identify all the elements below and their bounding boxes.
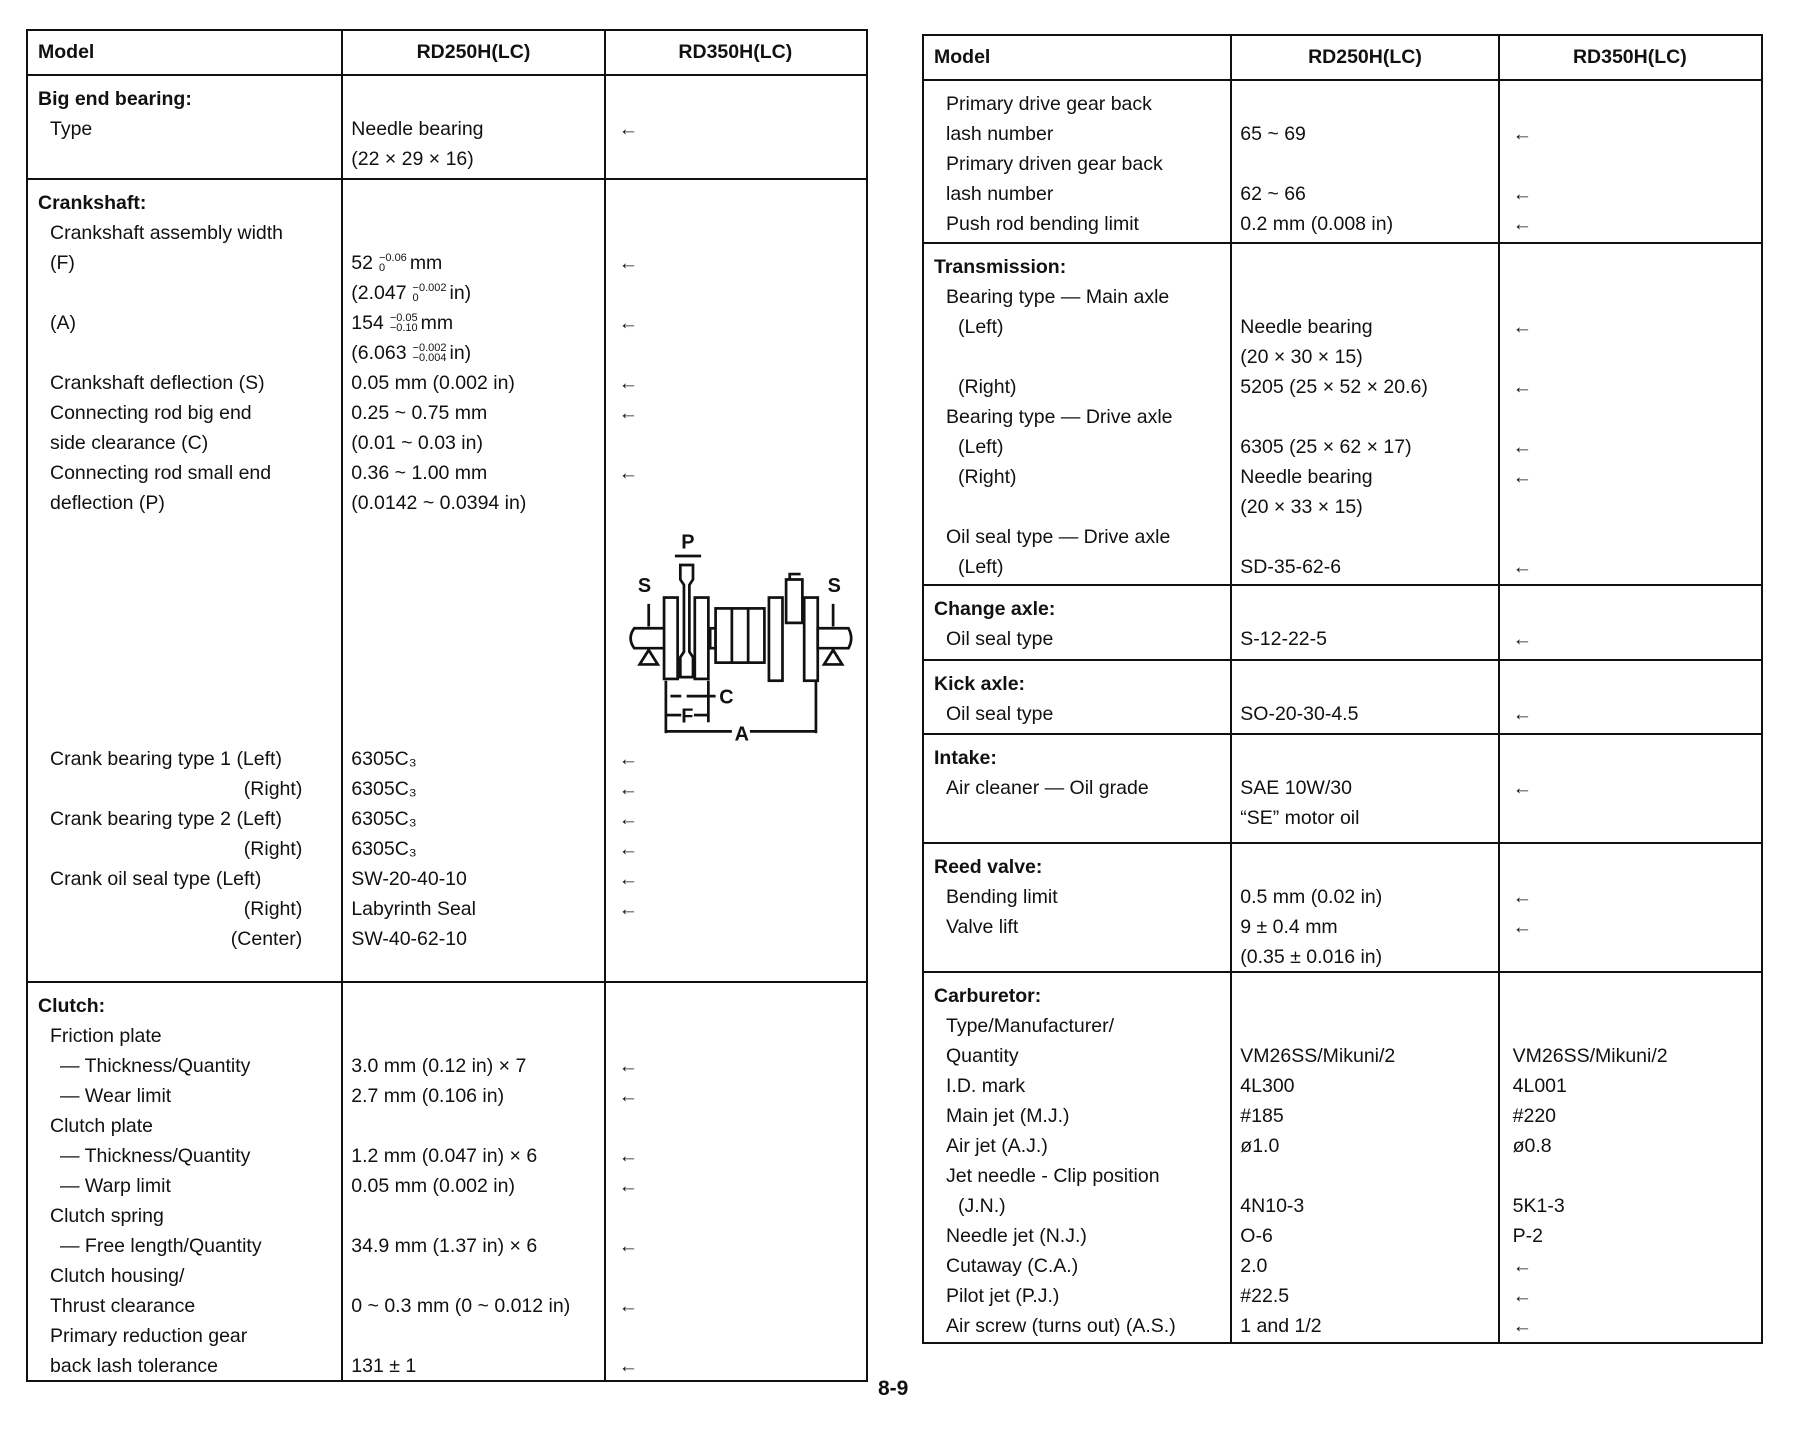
rd250-value: (0.35 ± 0.016 in) (1240, 945, 1383, 968)
table-row (924, 942, 1761, 972)
table-row (28, 338, 866, 368)
row-label: — Thickness/Quantity (60, 1054, 251, 1077)
rd250-value: 0.25 ~ 0.75 mm (351, 401, 488, 424)
row-label: Connecting rod big end (50, 401, 252, 424)
table-row (28, 834, 866, 864)
same-as-arrow: ← (1512, 627, 1533, 650)
rd250-value: #22.5 (1240, 1284, 1290, 1307)
tolerance-base: 52 (351, 251, 373, 274)
column-divider (1498, 36, 1500, 1342)
table-row (924, 462, 1761, 492)
row-label: Air cleaner — Oil grade (946, 776, 1149, 799)
table-body (28, 76, 866, 1383)
rd250-value: (0.01 ~ 0.03 in) (351, 431, 483, 454)
rd350-value: ø0.8 (1512, 1134, 1552, 1157)
table-row (924, 552, 1761, 582)
table-row (28, 458, 866, 488)
rd250-value: 6305 (25 × 62 × 17) (1240, 435, 1412, 458)
tolerance-upper: −0.002 (412, 342, 447, 355)
tolerance-range (390, 313, 418, 333)
same-as-arrow: ← (618, 777, 639, 800)
table-row (924, 882, 1761, 912)
rd250-value: Labyrinth Seal (351, 897, 476, 920)
row-label: (Right) (958, 375, 1017, 398)
row-label: (Right) (243, 837, 303, 860)
table-row (924, 852, 1761, 882)
row-label: Primary drive gear back (946, 92, 1152, 115)
row-label: (Left) (958, 435, 1004, 458)
same-as-arrow: ← (1512, 702, 1533, 725)
same-as-arrow: ← (618, 1054, 639, 1077)
row-label: — Thickness/Quantity (60, 1144, 251, 1167)
same-as-arrow: ← (1512, 465, 1533, 488)
table-row (28, 84, 866, 114)
table-row (28, 804, 866, 834)
table-row (28, 188, 866, 218)
rd250-value: #185 (1240, 1104, 1284, 1127)
rd250-value: 0 ~ 0.3 mm (0 ~ 0.012 in) (351, 1294, 571, 1317)
table-row (924, 1071, 1761, 1101)
tolerance-unit: in) (449, 281, 472, 304)
rd250-value: 34.9 mm (1.37 in) × 6 (351, 1234, 538, 1257)
header-rd250: RD250H(LC) (416, 41, 531, 63)
same-as-arrow: ← (618, 461, 639, 484)
label-s-left: S (637, 575, 652, 598)
same-as-arrow: ← (1512, 182, 1533, 205)
rd250-value: (20 × 30 × 15) (1240, 345, 1363, 368)
row-label: — Wear limit (60, 1084, 172, 1107)
table-row (924, 669, 1761, 699)
page-number: 8-9 (878, 1377, 909, 1400)
same-as-arrow: ← (618, 1294, 639, 1317)
table-row (924, 1161, 1761, 1191)
table-row (924, 209, 1761, 239)
row-label: Bearing type — Drive axle (946, 405, 1173, 428)
rd250-value: 62 ~ 66 (1240, 182, 1306, 205)
tolerance-upper: −0.06 (378, 252, 407, 265)
same-as-arrow: ← (618, 251, 639, 274)
section-reed-valve (924, 844, 1761, 973)
row-label: Air screw (turns out) (A.S.) (946, 1314, 1176, 1337)
table-row (28, 744, 866, 774)
table-row (924, 1131, 1761, 1161)
tolerance-range (379, 253, 407, 273)
row-label: (Right) (958, 465, 1017, 488)
row-label: Valve lift (946, 915, 1019, 938)
row-label: Quantity (946, 1044, 1019, 1067)
section-clutch (28, 983, 866, 1383)
table-body (924, 81, 1761, 1345)
table-row (924, 492, 1761, 522)
tolerance-unit: mm (409, 251, 443, 274)
table-row (28, 1111, 866, 1141)
rd250-value: 1 and 1/2 (1240, 1314, 1322, 1337)
table-row (28, 1351, 866, 1381)
table-row (924, 803, 1761, 833)
table-row (28, 894, 866, 924)
label-p: P (681, 531, 695, 554)
tolerance-base: (6.063 (351, 341, 407, 364)
table-row (924, 312, 1761, 342)
row-label: Push rod bending limit (946, 212, 1139, 235)
row-label: (Left) (958, 315, 1004, 338)
same-as-arrow: ← (618, 371, 639, 394)
same-as-arrow: ← (1512, 915, 1533, 938)
rd250-value: Needle bearing (351, 117, 484, 140)
row-label: Primary driven gear back (946, 152, 1163, 175)
table-row (924, 1101, 1761, 1131)
rd250-value: 2.0 (1240, 1254, 1268, 1277)
rd250-value: VM26SS/Mikuni/2 (1240, 1044, 1396, 1067)
section-change-axle (924, 586, 1761, 661)
tolerance-base: (2.047 (351, 281, 407, 304)
row-label: Crankshaft deflection (S) (50, 371, 265, 394)
row-label: Pilot jet (P.J.) (946, 1284, 1060, 1307)
table-header (28, 31, 866, 76)
row-label: Type/Manufacturer/ (946, 1014, 1114, 1037)
same-as-arrow: ← (1512, 1284, 1533, 1307)
row-label: Transmission: (934, 255, 1067, 278)
section-transmission (924, 244, 1761, 586)
rd250-value: SO-20-30-4.5 (1240, 702, 1359, 725)
rd250-value: 2.7 mm (0.106 in) (351, 1084, 505, 1107)
table-row (28, 398, 866, 428)
rd250-value: “SE” motor oil (1240, 806, 1360, 829)
row-label: Crankshaft: (38, 191, 147, 214)
same-as-arrow: ← (618, 1144, 639, 1167)
row-label: Crank bearing type 1 (Left) (50, 747, 282, 770)
rd250-value: 6305C₃ (351, 747, 417, 770)
tolerance-lower: −0.004 (412, 352, 447, 365)
rd250-value: S-12-22-5 (1240, 627, 1327, 650)
section-intake (924, 735, 1761, 844)
rd250-value: 65 ~ 69 (1240, 122, 1306, 145)
rd250-value: Needle bearing (1240, 315, 1373, 338)
section-kick-axle (924, 661, 1761, 735)
tolerance-upper: −0.002 (412, 282, 447, 295)
row-label: Crankshaft assembly width (50, 221, 284, 244)
table-row (28, 1201, 866, 1231)
rd350-value: P-2 (1512, 1224, 1543, 1247)
tolerance-lower: 0 (378, 262, 386, 275)
same-as-arrow: ← (618, 1234, 639, 1257)
rd250-value: SAE 10W/30 (1240, 776, 1352, 799)
header-rd350: RD350H(LC) (678, 41, 793, 63)
table-row (924, 522, 1761, 552)
section-big-end-bearing (28, 76, 866, 180)
table-row (924, 1041, 1761, 1071)
table-row (28, 1051, 866, 1081)
rd250-value: 0.05 mm (0.002 in) (351, 371, 515, 394)
row-label: Needle jet (N.J.) (946, 1224, 1087, 1247)
table-row (924, 1011, 1761, 1041)
rd250-tolerance-value (342, 282, 604, 305)
row-label: Big end bearing: (38, 87, 192, 110)
table-row (924, 1281, 1761, 1311)
table-row (28, 1021, 866, 1051)
row-label: Change axle: (934, 597, 1056, 620)
crankshaft-diagram (28, 518, 866, 744)
row-label: deflection (P) (50, 491, 165, 514)
same-as-arrow: ← (1512, 122, 1533, 145)
same-as-arrow: ← (1512, 212, 1533, 235)
same-as-arrow: ← (1512, 776, 1533, 799)
row-label: Jet needle - Clip position (946, 1164, 1160, 1187)
table-row (28, 218, 866, 248)
table-row (28, 774, 866, 804)
row-label: — Free length/Quantity (60, 1234, 262, 1257)
table-row (924, 1221, 1761, 1251)
same-as-arrow: ← (618, 837, 639, 860)
label-s-right: S (827, 575, 841, 598)
table-row (924, 282, 1761, 312)
row-label: Thrust clearance (50, 1294, 196, 1317)
row-label: (Right) (243, 777, 303, 800)
table-row (924, 912, 1761, 942)
table-row (924, 1251, 1761, 1281)
row-label: (A) (50, 311, 76, 334)
same-as-arrow: ← (618, 1084, 639, 1107)
row-label: Oil seal type — Drive axle (946, 525, 1171, 548)
row-label: side clearance (C) (50, 431, 209, 454)
rd250-value: 6305C₃ (351, 807, 417, 830)
header-rd250: RD250H(LC) (1308, 46, 1422, 68)
rd250-value: (20 × 33 × 15) (1240, 495, 1363, 518)
rd250-tolerance-value (342, 252, 604, 275)
tolerance-range (413, 343, 447, 363)
same-as-arrow: ← (1512, 885, 1533, 908)
row-label: Intake: (934, 746, 997, 769)
rd250-value: 9 ± 0.4 mm (1240, 915, 1338, 938)
rd250-value: O-6 (1240, 1224, 1273, 1247)
same-as-arrow: ← (618, 747, 639, 770)
tolerance-range (413, 283, 447, 303)
row-label: (F) (50, 251, 75, 274)
table-row (924, 89, 1761, 119)
table-row (924, 252, 1761, 282)
rd250-value: 0.5 mm (0.02 in) (1240, 885, 1383, 908)
row-label: Primary reduction gear (50, 1324, 248, 1347)
table-row (28, 864, 866, 894)
same-as-arrow: ← (618, 807, 639, 830)
label-a: A (734, 723, 749, 744)
table-row (28, 248, 866, 278)
same-as-arrow: ← (1512, 1254, 1533, 1277)
header-rd350: RD350H(LC) (1572, 46, 1687, 68)
table-row (924, 594, 1761, 624)
same-as-arrow: ← (618, 1354, 639, 1377)
tolerance-lower: −0.10 (389, 322, 418, 335)
row-label: Carburetor: (934, 984, 1042, 1007)
table-row (924, 624, 1761, 654)
rd350-value: 4L001 (1512, 1074, 1567, 1097)
rd250-value: 0.05 mm (0.002 in) (351, 1174, 515, 1197)
rd250-value: 5205 (25 × 52 × 20.6) (1240, 375, 1428, 398)
table-row (28, 278, 866, 308)
table-row (28, 1081, 866, 1111)
row-label: Air jet (A.J.) (946, 1134, 1048, 1157)
rd250-value: 6305C₃ (351, 837, 417, 860)
row-label: lash number (946, 122, 1054, 145)
rd250-value: 3.0 mm (0.12 in) × 7 (351, 1054, 527, 1077)
rd250-value: 6305C₃ (351, 777, 417, 800)
table-row (924, 1191, 1761, 1221)
rd250-value: 4L300 (1240, 1074, 1295, 1097)
table-row (924, 372, 1761, 402)
same-as-arrow: ← (618, 311, 639, 334)
left-spec-table (26, 29, 868, 1382)
row-label: Bearing type — Main axle (946, 285, 1170, 308)
table-row (924, 773, 1761, 803)
rd250-value: SW-20-40-10 (351, 867, 467, 890)
tolerance-lower: 0 (412, 292, 419, 305)
header-model: Model (38, 41, 95, 63)
column-divider (1230, 36, 1232, 1342)
table-row (28, 428, 866, 458)
label-c: C (719, 686, 734, 709)
row-label: Connecting rod small end (50, 461, 272, 484)
row-label: Kick axle: (934, 672, 1026, 695)
table-row (28, 1291, 866, 1321)
crankshaft-drawing (631, 556, 852, 733)
same-as-arrow: ← (1512, 315, 1533, 338)
rd350-value: #220 (1512, 1104, 1557, 1127)
tolerance-unit: mm (420, 311, 454, 334)
table-row (924, 179, 1761, 209)
table-row (924, 149, 1761, 179)
table-row (28, 1171, 866, 1201)
rd250-value: 4N10-3 (1240, 1194, 1305, 1217)
row-label: Reed valve: (934, 855, 1043, 878)
row-label: I.D. mark (946, 1074, 1026, 1097)
table-row (28, 991, 866, 1021)
rd250-value: 0.2 mm (0.008 in) (1240, 212, 1394, 235)
table-row (924, 432, 1761, 462)
same-as-arrow: ← (618, 897, 639, 920)
table-row (924, 1311, 1761, 1341)
table-row (28, 114, 866, 144)
tolerance-upper: −0.05 (389, 312, 418, 325)
table-row (28, 1261, 866, 1291)
table-row (28, 144, 866, 174)
row-label: lash number (946, 182, 1054, 205)
row-label: — Warp limit (60, 1174, 171, 1197)
table-row (28, 308, 866, 338)
same-as-arrow: ← (1512, 375, 1533, 398)
rd250-value: ø1.0 (1240, 1134, 1280, 1157)
row-label: Oil seal type (946, 702, 1054, 725)
table-row (28, 368, 866, 398)
row-label: Main jet (M.J.) (946, 1104, 1070, 1127)
table-row (28, 1141, 866, 1171)
row-label: Bending limit (946, 885, 1058, 908)
rd250-value: Needle bearing (1240, 465, 1373, 488)
table-row (924, 981, 1761, 1011)
row-label: Oil seal type (946, 627, 1054, 650)
row-label: back lash tolerance (50, 1354, 219, 1377)
rd250-value: 131 ± 1 (351, 1354, 417, 1377)
section-carburetor (924, 973, 1761, 1345)
row-label: Crank bearing type 2 (Left) (50, 807, 282, 830)
table-row (924, 342, 1761, 372)
table-row (28, 1321, 866, 1351)
rd250-value: (0.0142 ~ 0.0394 in) (351, 491, 527, 514)
label-f: F (681, 705, 694, 728)
table-row (924, 699, 1761, 729)
rd350-value: VM26SS/Mikuni/2 (1512, 1044, 1668, 1067)
table-row (924, 743, 1761, 773)
table-row (28, 924, 866, 954)
crankshaft-diagram-svg (610, 518, 870, 744)
same-as-arrow: ← (1512, 1314, 1533, 1337)
tolerance-unit: in) (449, 341, 472, 364)
table-row (924, 402, 1761, 432)
same-as-arrow: ← (1512, 435, 1533, 458)
table-row (28, 1231, 866, 1261)
row-label: Clutch: (38, 994, 106, 1017)
row-label: Cutaway (C.A.) (946, 1254, 1079, 1277)
same-as-arrow: ← (618, 401, 639, 424)
section-crankshaft (28, 180, 866, 983)
row-label: (Left) (958, 555, 1004, 578)
section-primary-gears (924, 81, 1761, 244)
row-label: Clutch plate (50, 1114, 153, 1137)
rd250-value: (22 × 29 × 16) (351, 147, 474, 170)
rd250-tolerance-value (342, 312, 604, 335)
rd350-value: 5K1-3 (1512, 1194, 1565, 1217)
table-header (924, 36, 1761, 81)
rd250-value: SD-35-62-6 (1240, 555, 1342, 578)
row-label: (J.N.) (958, 1194, 1006, 1217)
rd250-value: 0.36 ~ 1.00 mm (351, 461, 488, 484)
rd250-tolerance-value (342, 342, 604, 365)
row-label: Clutch housing/ (50, 1264, 185, 1287)
row-label: Clutch spring (50, 1204, 164, 1227)
row-label: (Right) (243, 897, 303, 920)
header-model: Model (934, 46, 991, 68)
row-label: (Center) (230, 927, 303, 950)
row-label: Crank oil seal type (Left) (50, 867, 262, 890)
same-as-arrow: ← (618, 867, 639, 890)
rd250-value: SW-40-62-10 (351, 927, 467, 950)
tolerance-base: 154 (351, 311, 384, 334)
row-label: Type (50, 117, 93, 140)
rd250-value: 1.2 mm (0.047 in) × 6 (351, 1144, 538, 1167)
right-spec-table (922, 34, 1763, 1344)
same-as-arrow: ← (618, 1174, 639, 1197)
same-as-arrow: ← (618, 117, 639, 140)
table-row (924, 119, 1761, 149)
table-row (28, 488, 866, 518)
same-as-arrow: ← (1512, 555, 1533, 578)
row-label: Friction plate (50, 1024, 162, 1047)
